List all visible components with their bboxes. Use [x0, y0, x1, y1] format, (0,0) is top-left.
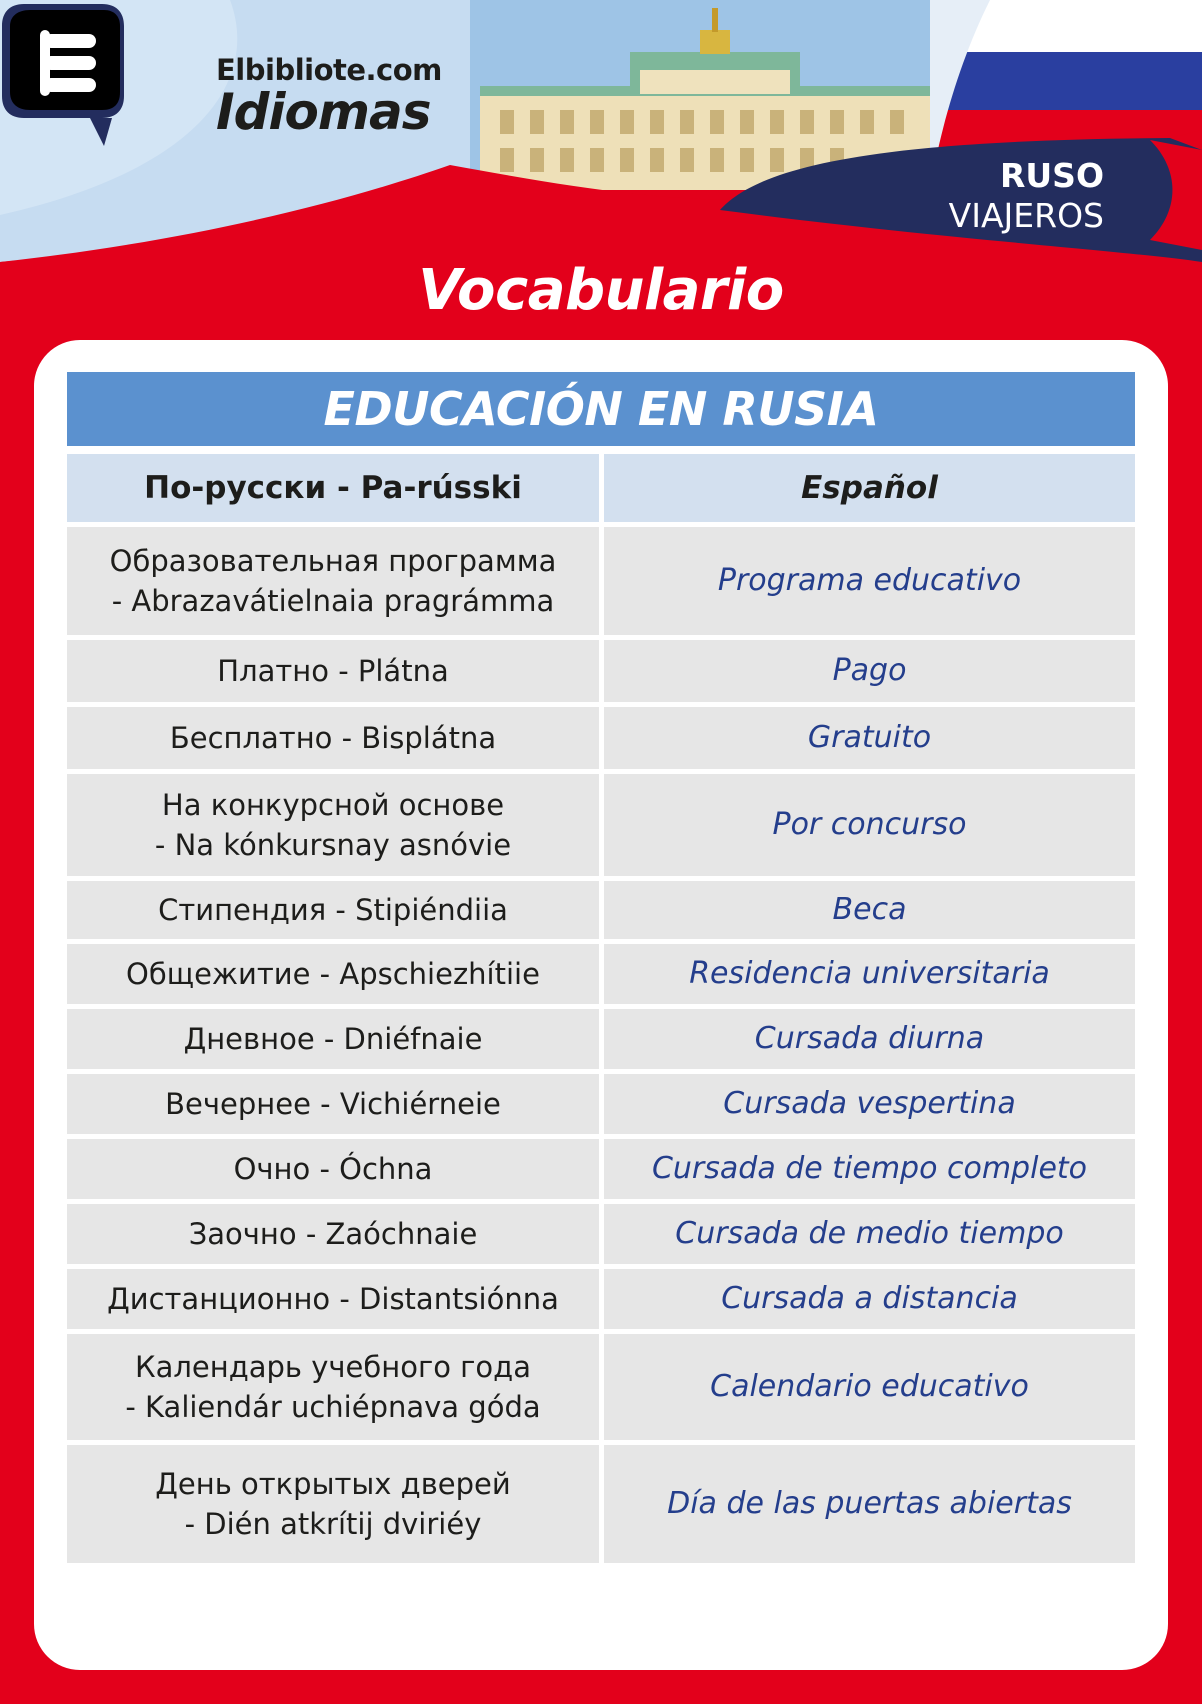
cell-russian: [67, 881, 599, 939]
header-spanish: Español: [604, 454, 1135, 522]
cell-spanish: [604, 1009, 1135, 1069]
russian-term: Заочно - Zaóchnaie: [188, 1217, 478, 1251]
spanish-term: Programa educativo: [717, 563, 1022, 598]
russian-term: Календарь учебного года - Kaliendár uchiépnava góda: [125, 1350, 541, 1424]
language-level: VIAJEROS: [948, 196, 1104, 235]
spanish-term: Gratuito: [807, 720, 932, 755]
cell-spanish: [604, 1445, 1135, 1563]
cell-spanish: [604, 640, 1135, 702]
cell-spanish: [604, 707, 1135, 769]
cell-russian: [67, 1204, 599, 1264]
table-row: [67, 774, 1135, 876]
logo-icon: [0, 0, 126, 150]
cell-russian: [67, 707, 599, 769]
cell-russian: [67, 1334, 599, 1440]
spanish-term: Cursada a distancia: [721, 1281, 1018, 1316]
table-row: [67, 881, 1135, 939]
table-row: [67, 1009, 1135, 1069]
spanish-term: Pago: [832, 653, 907, 688]
spanish-term: Calendario educativo: [710, 1369, 1029, 1404]
cell-spanish: [604, 1334, 1135, 1440]
cell-russian: [67, 1009, 599, 1069]
russian-term: День открытых дверей - Dién atkrítij dviriéy: [155, 1467, 511, 1541]
table-row: [67, 707, 1135, 769]
table-row: [67, 1445, 1135, 1563]
cell-spanish: [604, 1269, 1135, 1329]
table-body: [67, 527, 1135, 1563]
table-title: EDUCACIÓN EN RUSIA: [67, 372, 1135, 446]
cell-spanish: [604, 527, 1135, 635]
cell-russian: [67, 1074, 599, 1134]
table-row: [67, 640, 1135, 702]
russian-term: Образовательная программа - Abrazavátielnaia pragrámma: [109, 544, 557, 618]
cell-spanish: [604, 1074, 1135, 1134]
russian-term: Очно - Óchna: [233, 1152, 433, 1186]
cell-spanish: [604, 881, 1135, 939]
cell-spanish: [604, 1204, 1135, 1264]
russian-term: Бесплатно - Bisplátna: [169, 721, 497, 755]
language-badge: [949, 156, 1104, 236]
spanish-term: Cursada de tiempo completo: [651, 1151, 1088, 1186]
russian-term: На конкурсной основе - Na kónkursnay asnóvie: [154, 788, 512, 862]
cell-spanish: [604, 774, 1135, 876]
table-row: [67, 527, 1135, 635]
cell-russian: [67, 527, 599, 635]
table-row: [67, 1204, 1135, 1264]
cell-russian: [67, 774, 599, 876]
logo-brand: Idiomas: [216, 83, 431, 141]
spanish-term: Residencia universitaria: [689, 956, 1050, 991]
vocabulary-table: [67, 454, 1135, 1568]
spanish-term: Por concurso: [772, 807, 967, 842]
table-row: [67, 1269, 1135, 1329]
russian-term: Дневное - Dniéfnaie: [183, 1022, 483, 1056]
cell-russian: [67, 944, 599, 1004]
cell-russian: [67, 640, 599, 702]
logo-wordmark: [216, 53, 442, 141]
header-banner: [0, 0, 1202, 270]
cell-russian: [67, 1139, 599, 1199]
spanish-term: Beca: [832, 892, 907, 927]
spanish-term: Cursada vespertina: [723, 1086, 1016, 1121]
spanish-term: Cursada diurna: [754, 1021, 985, 1056]
cell-russian: [67, 1445, 599, 1563]
header-russian: По-русски - Pa-rússki: [67, 454, 599, 522]
russian-term: Стипендия - Stipiéndiia: [158, 893, 508, 927]
russian-term: Дистанционно - Distantsiónna: [107, 1282, 559, 1316]
table-header-row: [67, 454, 1135, 522]
cell-spanish: [604, 1139, 1135, 1199]
table-row: [67, 1334, 1135, 1440]
language-name: RUSO: [999, 156, 1104, 195]
russian-term: Вечернее - Vichiérneie: [165, 1087, 501, 1121]
russian-term: Платно - Plátna: [217, 654, 449, 688]
russian-term: Общежитие - Apschiezhítiie: [126, 957, 540, 991]
logo-site: Elbibliote.com: [216, 53, 442, 87]
table-row: [67, 944, 1135, 1004]
spanish-term: Cursada de medio tiempo: [675, 1216, 1064, 1251]
page-title: Vocabulario: [418, 258, 784, 323]
table-row: [67, 1139, 1135, 1199]
spanish-term: Día de las puertas abiertas: [667, 1486, 1072, 1521]
cell-spanish: [604, 944, 1135, 1004]
cell-russian: [67, 1269, 599, 1329]
table-row: [67, 1074, 1135, 1134]
